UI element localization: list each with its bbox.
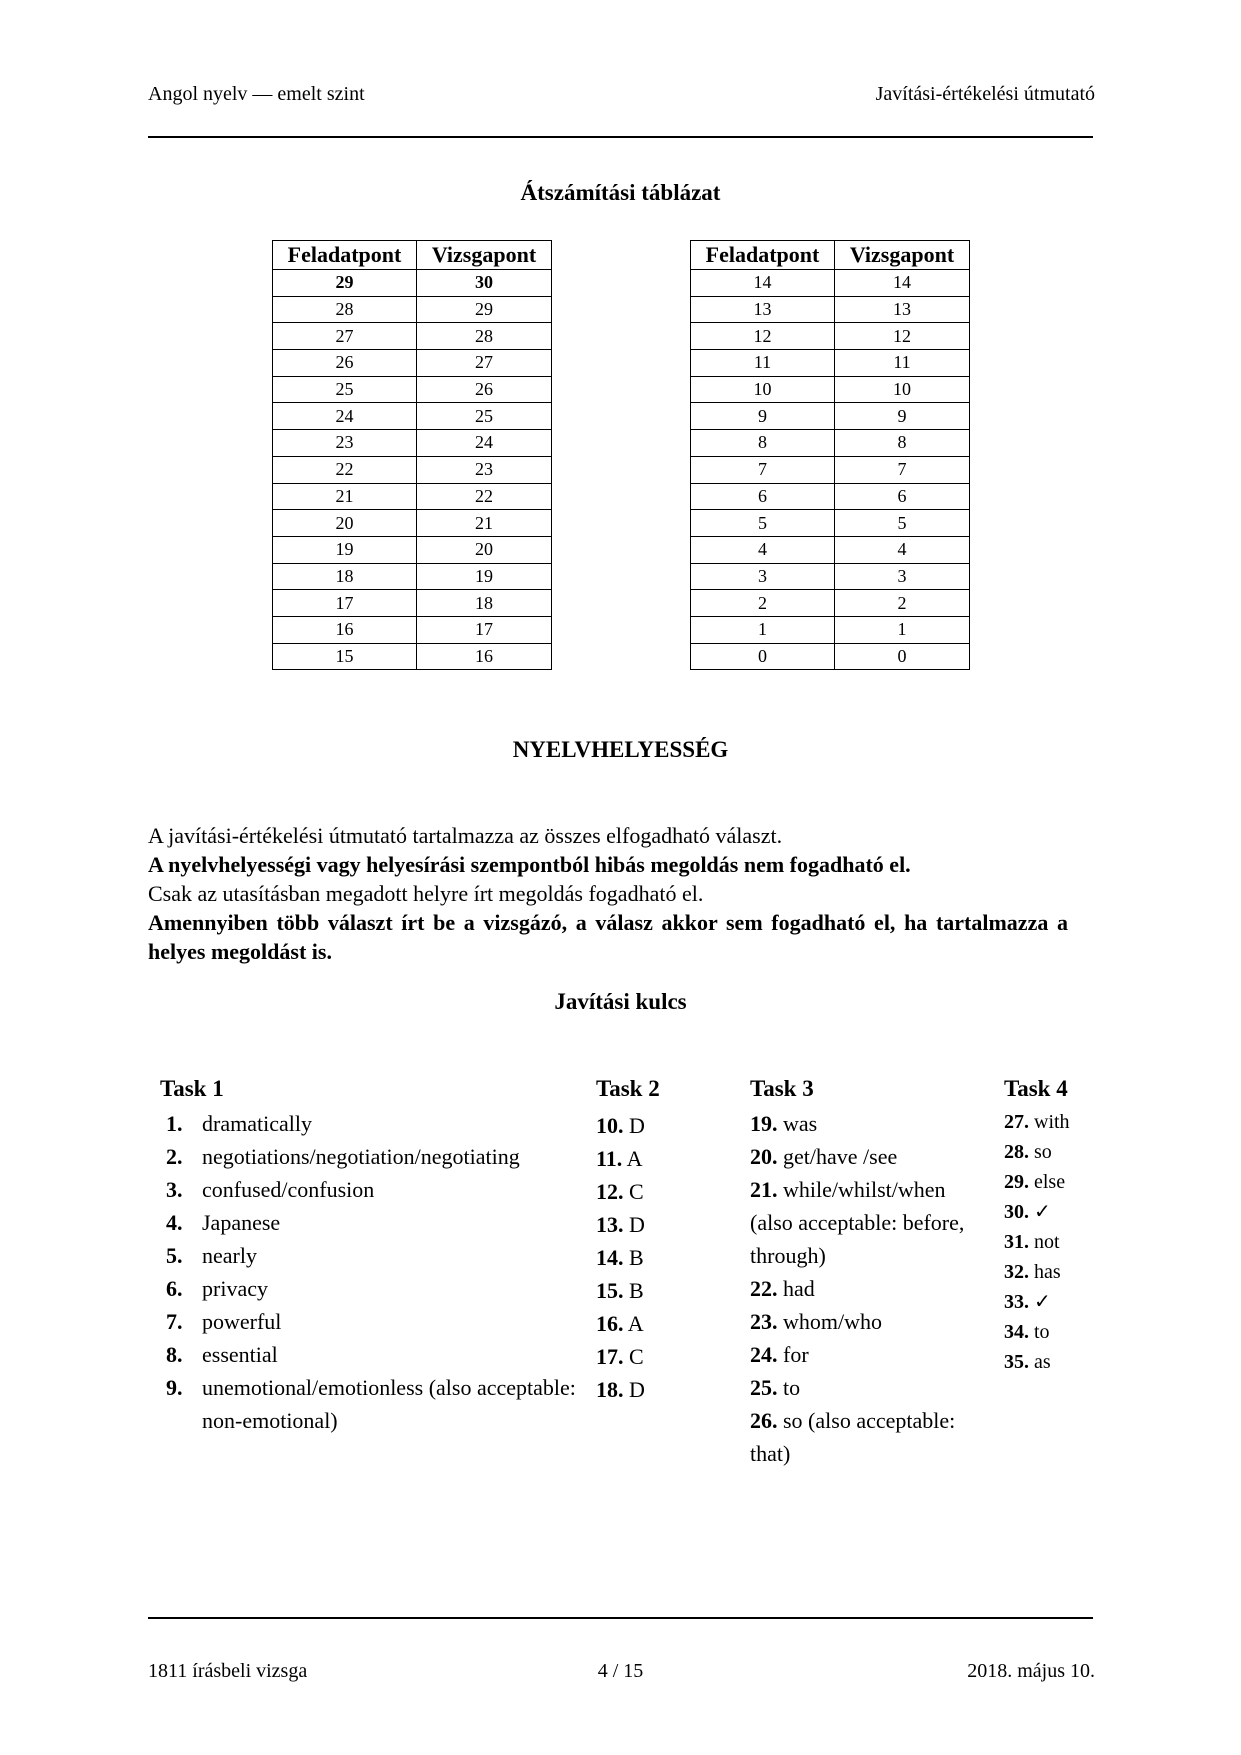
task-title: Task 3 [750, 1076, 814, 1101]
vizsgapont-cell: 26 [417, 376, 552, 403]
answer-text: nearly [202, 1243, 257, 1268]
header-left: Angol nyelv — emelt szint [148, 83, 365, 105]
answer-text: to [783, 1375, 801, 1400]
vizsgapont-cell: 7 [835, 456, 970, 483]
section-title: NYELVHELYESSÉG [512, 737, 729, 762]
answer-item [160, 1239, 580, 1272]
answer-text: essential [202, 1342, 278, 1367]
vizsgapont-cell: 17 [417, 616, 552, 643]
answer-number: 14. [596, 1245, 624, 1270]
answer-number: 31. [1004, 1231, 1029, 1253]
answer-item [1004, 1137, 1104, 1167]
vizsgapont-cell: 8 [835, 430, 970, 457]
vizsgapont-cell: 24 [417, 430, 552, 457]
table-row [691, 456, 970, 483]
table-row [691, 270, 970, 297]
table-row [273, 643, 552, 670]
answer-number: 17. [596, 1344, 624, 1369]
feladatpont-cell: 13 [691, 296, 835, 323]
table-row [691, 430, 970, 457]
answer-item [1004, 1317, 1104, 1347]
table-row [273, 350, 552, 377]
answer-item [1004, 1257, 1104, 1287]
answer-text: ✓ [1034, 1291, 1051, 1313]
answer-text: not [1034, 1231, 1060, 1253]
answer-number: 5. [166, 1243, 183, 1268]
answer-number: 10. [596, 1113, 624, 1138]
answer-text: had [783, 1276, 815, 1301]
table-row [691, 643, 970, 670]
answer-item [1004, 1107, 1104, 1137]
col-header-vizsgapont: Vizsgapont [835, 241, 970, 270]
feladatpont-cell: 5 [691, 510, 835, 537]
answer-number: 12. [596, 1179, 624, 1204]
answer-item [596, 1274, 716, 1307]
vizsgapont-cell: 23 [417, 456, 552, 483]
feladatpont-cell: 7 [691, 456, 835, 483]
vizsgapont-cell: 9 [835, 403, 970, 430]
feladatpont-cell: 27 [273, 323, 417, 350]
answer-text: D [629, 1377, 645, 1402]
intro-paragraph-3: Csak az utasításban megadott helyre írt megoldás fogadható el. [148, 881, 704, 906]
vizsgapont-cell: 13 [835, 296, 970, 323]
answer-number: 3. [166, 1177, 183, 1202]
answer-text: so [1034, 1141, 1052, 1163]
answer-number: 22. [750, 1276, 778, 1301]
feladatpont-cell: 26 [273, 350, 417, 377]
answer-item [1004, 1227, 1104, 1257]
vizsgapont-cell: 27 [417, 350, 552, 377]
vizsgapont-cell: 28 [417, 323, 552, 350]
vizsgapont-cell: 16 [417, 643, 552, 670]
task-title: Task 1 [160, 1076, 224, 1101]
answer-item [596, 1307, 716, 1340]
answer-text: A [626, 1146, 643, 1171]
answer-item [160, 1140, 580, 1173]
answer-item [1004, 1167, 1104, 1197]
answer-number: 23. [750, 1309, 778, 1334]
table-row [691, 323, 970, 350]
answer-number: 15. [596, 1278, 624, 1303]
answer-number: 25. [750, 1375, 778, 1400]
answer-item [750, 1305, 990, 1338]
answer-text: for [783, 1342, 809, 1367]
table-row [691, 616, 970, 643]
table-row [273, 483, 552, 510]
answer-text: privacy [202, 1276, 268, 1301]
answer-text: get/have /see [783, 1144, 898, 1169]
answer-text: as [1034, 1351, 1051, 1373]
vizsgapont-cell: 10 [835, 376, 970, 403]
answer-item [596, 1241, 716, 1274]
answer-text: C [629, 1344, 644, 1369]
answer-item [596, 1109, 716, 1142]
table-row [691, 296, 970, 323]
table-row [273, 323, 552, 350]
feladatpont-cell: 23 [273, 430, 417, 457]
vizsgapont-cell: 12 [835, 323, 970, 350]
feladatpont-cell: 8 [691, 430, 835, 457]
vizsgapont-cell: 14 [835, 270, 970, 297]
answer-number: 34. [1004, 1321, 1029, 1343]
answer-item [596, 1142, 716, 1175]
answer-item [750, 1371, 990, 1404]
answer-number: 9. [166, 1375, 183, 1400]
feladatpont-cell: 18 [273, 563, 417, 590]
col-header-feladatpont: Feladatpont [273, 241, 417, 270]
answer-text: to [1034, 1321, 1050, 1343]
header-rule [148, 136, 1093, 138]
answer-item [160, 1338, 580, 1371]
vizsgapont-cell: 25 [417, 403, 552, 430]
answer-number: 13. [596, 1212, 624, 1237]
vizsgapont-cell: 0 [835, 643, 970, 670]
answer-number: 28. [1004, 1141, 1029, 1163]
conversion-table-left [272, 240, 552, 670]
answer-item [750, 1140, 990, 1173]
table-row [691, 563, 970, 590]
feladatpont-cell: 14 [691, 270, 835, 297]
answer-text: unemotional/emotionless (also acceptable: non-emotional) [202, 1375, 576, 1433]
answer-item [160, 1371, 580, 1437]
vizsgapont-cell: 20 [417, 536, 552, 563]
feladatpont-cell: 15 [273, 643, 417, 670]
answer-number: 26. [750, 1408, 778, 1433]
table-row [273, 590, 552, 617]
answer-item [750, 1338, 990, 1371]
feladatpont-cell: 6 [691, 483, 835, 510]
task-4-column [1004, 1072, 1104, 1377]
intro-paragraph-2: A nyelvhelyességi vagy helyesírási szempontból hibás megoldás nem fogadható el. [148, 852, 911, 877]
feladatpont-cell: 9 [691, 403, 835, 430]
col-header-vizsgapont: Vizsgapont [417, 241, 552, 270]
answer-text: powerful [202, 1309, 282, 1334]
vizsgapont-cell: 11 [835, 350, 970, 377]
answer-number: 18. [596, 1377, 624, 1402]
answer-text: dramatically [202, 1111, 312, 1136]
answer-number: 29. [1004, 1171, 1029, 1193]
conversion-table-right [690, 240, 970, 670]
answer-text: else [1034, 1171, 1066, 1193]
answer-item [750, 1404, 990, 1470]
table-row [273, 456, 552, 483]
answer-item [160, 1305, 580, 1338]
answer-number: 33. [1004, 1291, 1029, 1313]
answer-item [596, 1340, 716, 1373]
answer-item [750, 1173, 990, 1272]
answer-text: D [629, 1212, 645, 1237]
answer-number: 20. [750, 1144, 778, 1169]
answer-text: has [1034, 1261, 1061, 1283]
task-1-column [160, 1072, 580, 1437]
table-row [691, 403, 970, 430]
answer-text: while/whilst/when (also acceptable: before, through) [750, 1177, 965, 1268]
answer-item [750, 1272, 990, 1305]
task-3-column [750, 1072, 990, 1470]
footer-date: 2018. május 10. [967, 1660, 1095, 1682]
answer-number: 11. [596, 1146, 623, 1171]
table-row [273, 563, 552, 590]
answer-item [750, 1107, 990, 1140]
table-row [273, 616, 552, 643]
answer-number: 32. [1004, 1261, 1029, 1283]
answer-text: C [629, 1179, 644, 1204]
answer-text: B [629, 1278, 644, 1303]
table-row [273, 536, 552, 563]
table-row [691, 350, 970, 377]
answer-number: 6. [166, 1276, 183, 1301]
answer-number: 19. [750, 1111, 778, 1136]
answer-text: D [629, 1113, 645, 1138]
task-title: Task 4 [1004, 1076, 1068, 1101]
feladatpont-cell: 20 [273, 510, 417, 537]
table-row [273, 430, 552, 457]
feladatpont-cell: 3 [691, 563, 835, 590]
answer-item [160, 1173, 580, 1206]
header-right: Javítási-értékelési útmutató [875, 83, 1095, 105]
feladatpont-cell: 1 [691, 616, 835, 643]
vizsgapont-cell: 29 [417, 296, 552, 323]
answer-item [160, 1272, 580, 1305]
answer-text: ✓ [1034, 1201, 1051, 1223]
vizsgapont-cell: 19 [417, 563, 552, 590]
intro-paragraph-4: Amennyiben több választ írt be a vizsgázó, a válasz akkor sem fogadható el, ha tartalmazza a helyes megoldást is. [148, 910, 1068, 964]
feladatpont-cell: 11 [691, 350, 835, 377]
answer-item [160, 1206, 580, 1239]
task-2-column [596, 1072, 716, 1406]
feladatpont-cell: 22 [273, 456, 417, 483]
table-row [691, 510, 970, 537]
answer-item [596, 1175, 716, 1208]
feladatpont-cell: 4 [691, 536, 835, 563]
answer-item [160, 1107, 580, 1140]
vizsgapont-cell: 5 [835, 510, 970, 537]
intro-paragraph-1: A javítási-értékelési útmutató tartalmazza az összes elfogadható választ. [148, 823, 783, 848]
vizsgapont-cell: 1 [835, 616, 970, 643]
key-title: Javítási kulcs [554, 989, 687, 1014]
vizsgapont-cell: 2 [835, 590, 970, 617]
task-title: Task 2 [596, 1076, 660, 1101]
answer-item [1004, 1287, 1104, 1317]
feladatpont-cell: 24 [273, 403, 417, 430]
answer-item [1004, 1197, 1104, 1227]
answer-number: 30. [1004, 1201, 1029, 1223]
feladatpont-cell: 21 [273, 483, 417, 510]
feladatpont-cell: 25 [273, 376, 417, 403]
table-row [691, 376, 970, 403]
feladatpont-cell: 28 [273, 296, 417, 323]
feladatpont-cell: 17 [273, 590, 417, 617]
feladatpont-cell: 16 [273, 616, 417, 643]
answer-number: 7. [166, 1309, 183, 1334]
col-header-feladatpont: Feladatpont [691, 241, 835, 270]
answer-text: so (also acceptable: that) [750, 1408, 956, 1466]
answer-text: A [627, 1311, 644, 1336]
vizsgapont-cell: 3 [835, 563, 970, 590]
answer-number: 8. [166, 1342, 183, 1367]
answer-number: 21. [750, 1177, 778, 1202]
answer-text: B [629, 1245, 644, 1270]
answer-number: 27. [1004, 1111, 1029, 1133]
answer-text: Japanese [202, 1210, 281, 1235]
page-number: 4 / 15 [597, 1660, 644, 1682]
answer-number: 2. [166, 1144, 183, 1169]
feladatpont-cell: 29 [273, 270, 417, 297]
answer-item [1004, 1347, 1104, 1377]
feladatpont-cell: 2 [691, 590, 835, 617]
answer-number: 35. [1004, 1351, 1029, 1373]
conversion-title: Átszámítási táblázat [520, 180, 721, 205]
feladatpont-cell: 19 [273, 536, 417, 563]
table-row [273, 296, 552, 323]
answer-number: 1. [166, 1111, 183, 1136]
answer-text: was [783, 1111, 818, 1136]
answer-number: 4. [166, 1210, 183, 1235]
answer-text: with [1034, 1111, 1070, 1133]
table-row [273, 376, 552, 403]
table-row [691, 483, 970, 510]
table-row [273, 403, 552, 430]
footer-rule [148, 1617, 1093, 1619]
answer-text: confused/confusion [202, 1177, 375, 1202]
vizsgapont-cell: 4 [835, 536, 970, 563]
answer-number: 16. [596, 1311, 624, 1336]
vizsgapont-cell: 30 [417, 270, 552, 297]
table-row [273, 270, 552, 297]
table-row [691, 590, 970, 617]
feladatpont-cell: 10 [691, 376, 835, 403]
table-row [691, 536, 970, 563]
feladatpont-cell: 12 [691, 323, 835, 350]
answer-item [596, 1373, 716, 1406]
vizsgapont-cell: 21 [417, 510, 552, 537]
vizsgapont-cell: 22 [417, 483, 552, 510]
vizsgapont-cell: 6 [835, 483, 970, 510]
table-row [273, 510, 552, 537]
answer-text: whom/who [783, 1309, 882, 1334]
vizsgapont-cell: 18 [417, 590, 552, 617]
feladatpont-cell: 0 [691, 643, 835, 670]
answer-item [596, 1208, 716, 1241]
answer-text: negotiations/negotiation/negotiating [202, 1144, 520, 1169]
answer-number: 24. [750, 1342, 778, 1367]
footer-left: 1811 írásbeli vizsga [148, 1660, 308, 1682]
